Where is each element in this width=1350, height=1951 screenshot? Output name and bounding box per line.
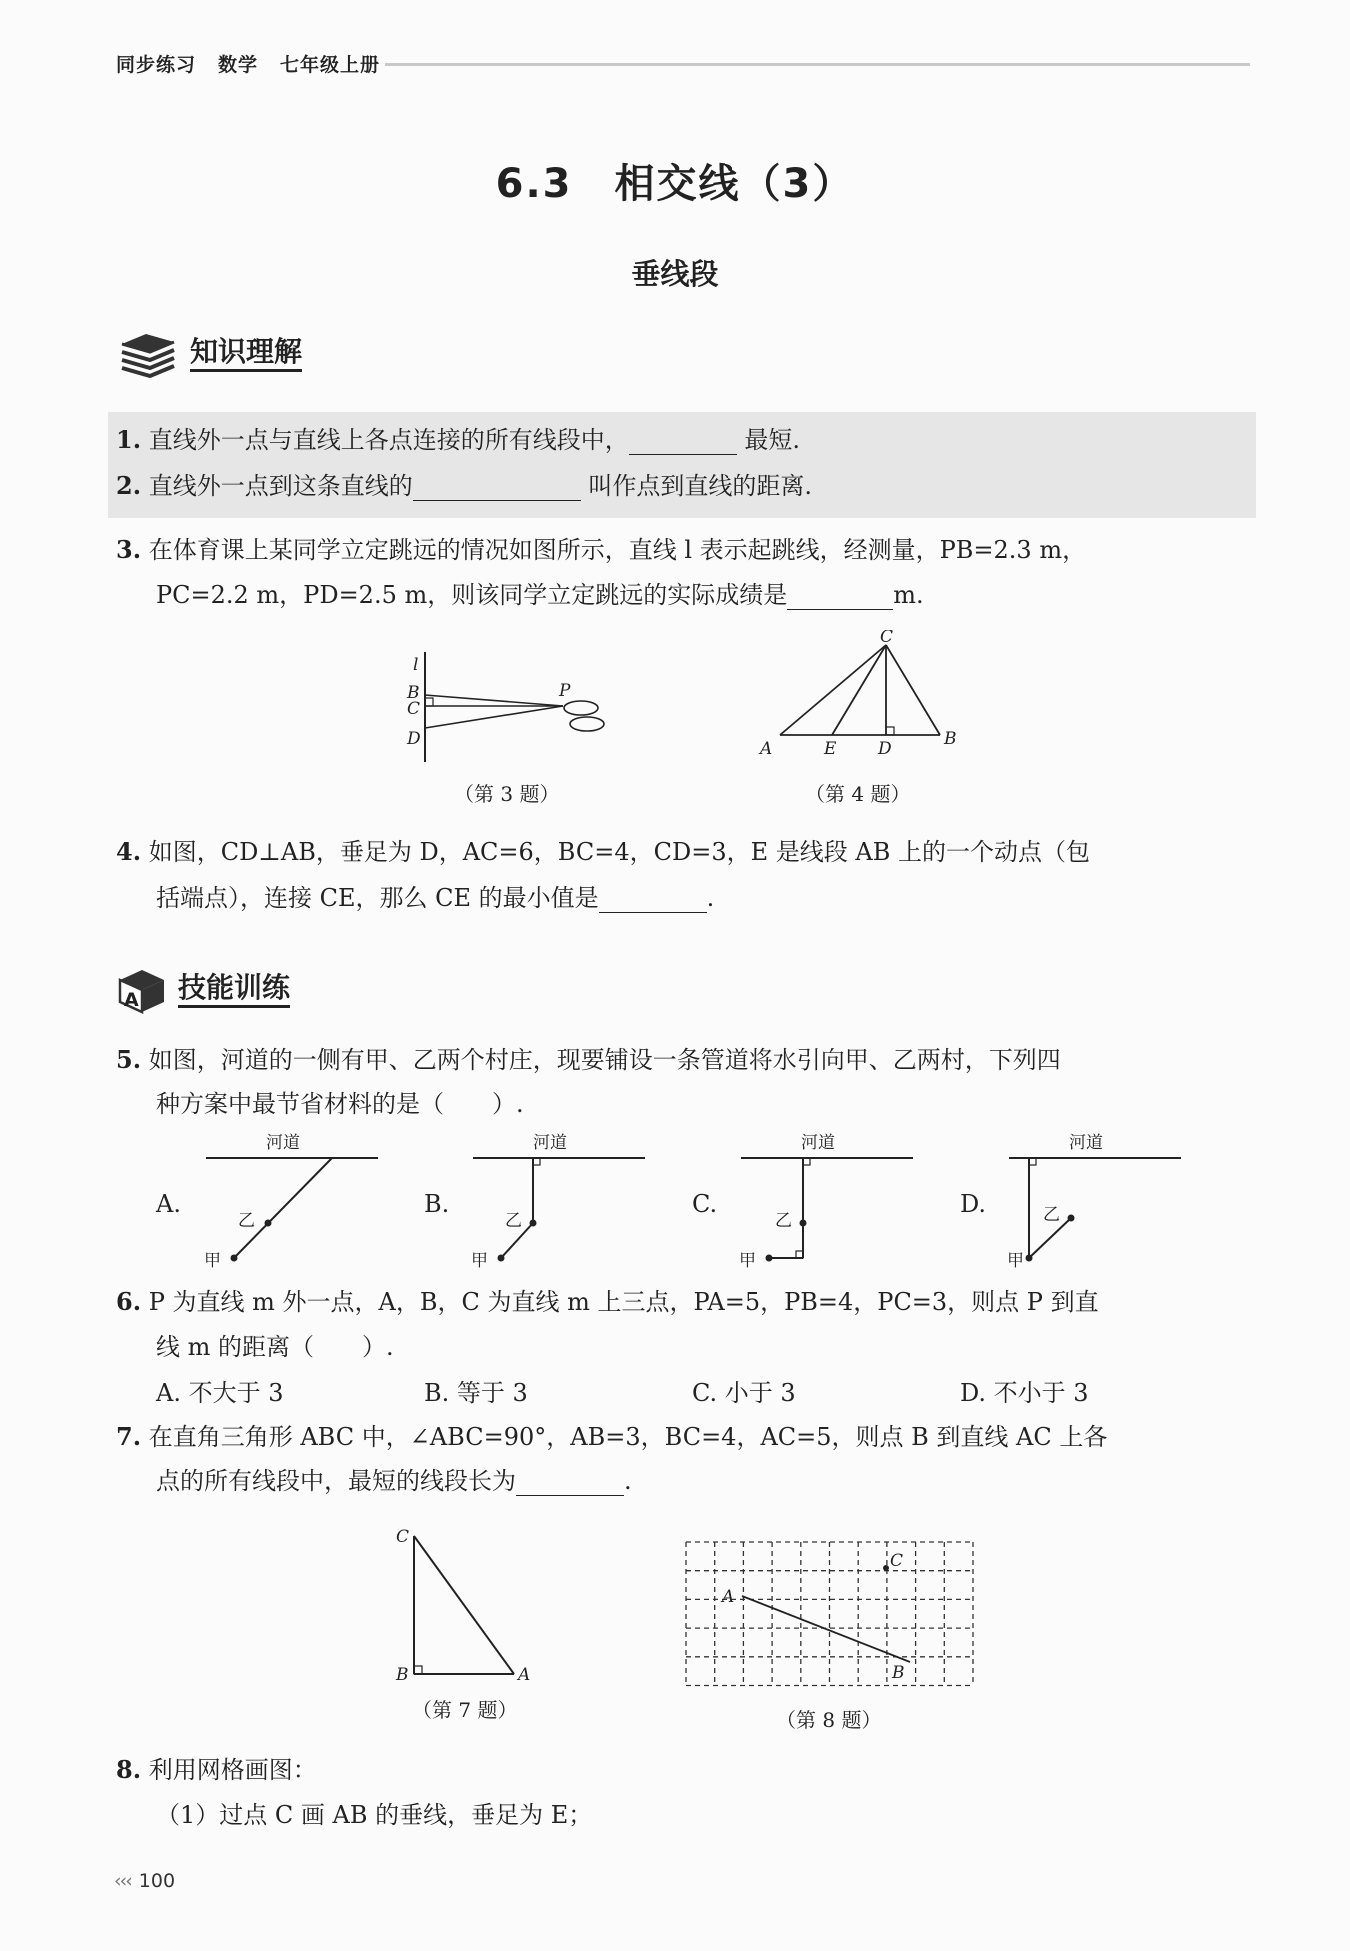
question-2-tail: 叫作点到直线的距离. — [588, 472, 812, 500]
question-6-line-2 — [156, 1333, 394, 1362]
page-title: 6.3 相交线（3） — [495, 161, 855, 207]
question-8-number: 8. — [116, 1755, 142, 1784]
question-7-text: 在直角三角形 ABC 中，∠ABC=90°，AB=3，BC=4，AC=5，则点 B 到直线 AC 上各 — [148, 1423, 1108, 1451]
fig7-label-A: A — [518, 1665, 531, 1682]
fig4-label-B: B — [944, 729, 957, 749]
question-6-number: 6. — [116, 1287, 142, 1316]
section-skills — [116, 966, 290, 1014]
river-label: 河道 — [533, 1133, 567, 1153]
question-8-line-2 — [156, 1801, 592, 1830]
village-jia-label: 甲 — [739, 1251, 756, 1268]
fig3-label-l: l — [413, 655, 419, 675]
question-5-text-2: 种方案中最节省材料的是（ ）. — [156, 1090, 524, 1118]
question-6-line-1 — [116, 1288, 1099, 1317]
page-number: 100 — [138, 1870, 176, 1892]
question-4-tail: . — [706, 884, 715, 912]
answer-blank[interactable] — [413, 475, 581, 501]
fig8-label-C: C — [890, 1551, 904, 1571]
figure-4-caption: （第 4 题） — [805, 782, 911, 806]
question-1 — [116, 426, 800, 455]
question-7-number: 7. — [116, 1422, 142, 1451]
header-subject: 数学 — [218, 54, 259, 76]
q5-option-B[interactable]: B. — [424, 1190, 450, 1218]
q5-option-D[interactable]: D. — [960, 1190, 987, 1218]
question-5-number: 5. — [116, 1045, 142, 1074]
answer-blank[interactable] — [599, 887, 707, 913]
chevrons-icon: ‹‹‹ — [114, 1870, 131, 1892]
fig4-label-E: E — [824, 739, 837, 759]
question-3-line-1 — [116, 536, 1086, 565]
village-yi-label: 乙 — [1043, 1205, 1060, 1225]
question-4-line-2 — [156, 884, 714, 913]
q5-option-C[interactable]: C. — [692, 1190, 718, 1218]
section-knowledge — [116, 330, 302, 378]
question-3-text-2: PC=2.2 m，PD=2.5 m，则该同学立定跳远的实际成绩是 — [156, 581, 788, 609]
question-3-text: 在体育课上某同学立定跳远的情况如图所示，直线 l 表示起跳线，经测量，PB=2.3 m， — [148, 536, 1087, 564]
question-5-line-2 — [156, 1090, 524, 1119]
books-icon — [116, 330, 180, 378]
q6-option-C[interactable]: C. 小于 3 — [692, 1379, 796, 1407]
figure-3-caption: （第 3 题） — [454, 782, 560, 806]
village-jia-label: 甲 — [204, 1251, 221, 1268]
question-4-number: 4. — [116, 837, 142, 866]
fig3-label-P: P — [559, 681, 571, 701]
figure-7 — [390, 1522, 550, 1682]
figure-8-caption: （第 8 题） — [776, 1708, 882, 1732]
question-2-number: 2. — [116, 471, 142, 500]
river-label: 河道 — [801, 1133, 835, 1153]
q5-diagram-C — [733, 1128, 923, 1268]
header-grade: 七年级上册 — [280, 54, 381, 76]
answer-blank[interactable] — [787, 584, 893, 610]
page-subtitle: 垂线段 — [631, 257, 719, 291]
q6-option-D[interactable]: D. 不小于 3 — [960, 1379, 1089, 1407]
header-rule — [385, 63, 1250, 66]
q5-diagram-A — [198, 1128, 388, 1268]
answer-blank[interactable] — [516, 1470, 624, 1496]
fig8-label-B: B — [892, 1663, 905, 1683]
question-8-text-2: （1）过点 C 画 AB 的垂线，垂足为 E； — [156, 1801, 593, 1829]
question-7-line-2 — [156, 1467, 632, 1496]
question-2-text: 直线外一点到这条直线的 — [148, 472, 413, 500]
q6-option-B[interactable]: B. 等于 3 — [424, 1379, 528, 1407]
river-label: 河道 — [266, 1133, 300, 1153]
q5-diagram-B — [465, 1128, 655, 1268]
figure-3 — [395, 650, 625, 770]
fig8-label-A: A — [722, 1587, 735, 1607]
question-1-text: 直线外一点与直线上各点连接的所有线段中， — [148, 426, 629, 454]
letter-a-cube-icon — [116, 966, 168, 1014]
village-yi-label: 乙 — [505, 1211, 522, 1231]
figure-7-caption: （第 7 题） — [412, 1698, 518, 1722]
question-6-text-2: 线 m 的距离（ ）. — [156, 1333, 394, 1361]
village-jia-label: 甲 — [471, 1251, 488, 1268]
running-header — [116, 50, 402, 77]
answer-blank[interactable] — [629, 429, 737, 455]
section-skills-label: 技能训练 — [178, 972, 290, 1007]
village-jia-label: 甲 — [1007, 1251, 1024, 1268]
section-knowledge-label: 知识理解 — [190, 336, 302, 371]
question-7-line-1 — [116, 1423, 1107, 1452]
village-yi-label: 乙 — [775, 1211, 792, 1231]
fig7-label-B: B — [396, 1665, 409, 1682]
figure-8 — [682, 1538, 974, 1692]
fig4-label-C: C — [880, 630, 894, 647]
q5-option-A[interactable]: A. — [156, 1190, 181, 1218]
q6-option-A[interactable]: A. 不大于 3 — [156, 1379, 284, 1407]
fig3-label-B: B — [407, 683, 420, 703]
question-5-line-1 — [116, 1046, 1061, 1075]
question-3-tail: m. — [893, 581, 924, 609]
question-7-tail: . — [624, 1467, 632, 1495]
page-footer — [114, 1870, 175, 1892]
fig4-label-D: D — [878, 739, 892, 759]
question-6-text: P 为直线 m 外一点，A，B，C 为直线 m 上三点，PA=5，PB=4，PC=3，则点 P 到直 — [148, 1288, 1099, 1316]
q5-diagram-D — [1001, 1128, 1191, 1268]
fig7-label-C: C — [396, 1527, 410, 1547]
question-4-text: 如图，CD⊥AB，垂足为 D，AC=6，BC=4，CD=3，E 是线段 AB 上的一个动点（包 — [148, 838, 1090, 866]
question-4-line-1 — [116, 838, 1090, 867]
question-1-number: 1. — [116, 425, 142, 454]
fig4-label-A: A — [760, 739, 773, 759]
river-label: 河道 — [1069, 1133, 1103, 1153]
question-3-line-2 — [156, 581, 924, 610]
question-4-text-2: 括端点），连接 CE，那么 CE 的最小值是 — [156, 884, 599, 912]
svg-text:A: A — [124, 989, 139, 1011]
question-8-text: 利用网格画图： — [148, 1756, 317, 1784]
question-1-tail: 最短. — [744, 426, 800, 454]
header-series: 同步练习 — [116, 54, 197, 76]
question-5-text: 如图，河道的一侧有甲、乙两个村庄，现要铺设一条管道将水引向甲、乙两村，下列四 — [148, 1046, 1061, 1074]
question-3-number: 3. — [116, 535, 142, 564]
question-8-line-1 — [116, 1756, 317, 1785]
figure-4 — [750, 630, 970, 760]
village-yi-label: 乙 — [238, 1211, 255, 1231]
question-2 — [116, 472, 812, 501]
question-7-text-2: 点的所有线段中，最短的线段长为 — [156, 1467, 516, 1495]
fig3-label-C: C — [407, 699, 421, 719]
fig3-label-D: D — [407, 729, 421, 749]
